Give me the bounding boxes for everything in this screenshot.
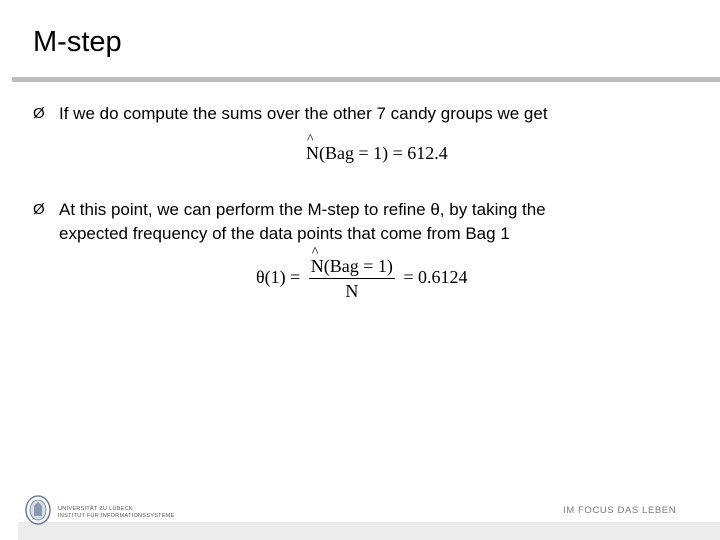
bullet-2-line-1: At this point, we can perform the M-step to refine θ, by taking the	[59, 200, 546, 219]
fraction	[309, 256, 395, 302]
equation-theta	[256, 256, 468, 302]
footer-motto: IM FOCUS DAS LEBEN	[563, 505, 677, 516]
theta-rhs: = 0.6124	[403, 267, 468, 288]
university-seal-icon	[24, 494, 52, 526]
arrow-bullet-icon: Ø	[33, 201, 45, 218]
theta-lhs: θ(1) =	[256, 267, 301, 288]
fraction-denominator: N	[345, 281, 359, 301]
title-divider	[12, 77, 720, 82]
footer-bar	[18, 522, 720, 540]
arrow-bullet-icon: Ø	[33, 105, 45, 122]
university-name: UNIVERSITÄT ZU LÜBECK INSTITUT FÜR INFORMATIONSSYSTEME	[58, 506, 175, 519]
bullet-1-text: If we do compute the sums over the other 7 candy groups we get	[59, 104, 548, 123]
equation-n-bag1	[306, 143, 448, 164]
bullet-2-line-2: expected frequency of the data points that come from Bag 1	[59, 224, 510, 243]
slide-title: M-step	[33, 26, 122, 58]
fraction-numerator: ^ N(Bag = 1)	[309, 256, 395, 279]
n-hat-symbol: ^ N	[306, 143, 319, 164]
equation-1-rest: (Bag = 1) = 612.4	[319, 143, 448, 163]
